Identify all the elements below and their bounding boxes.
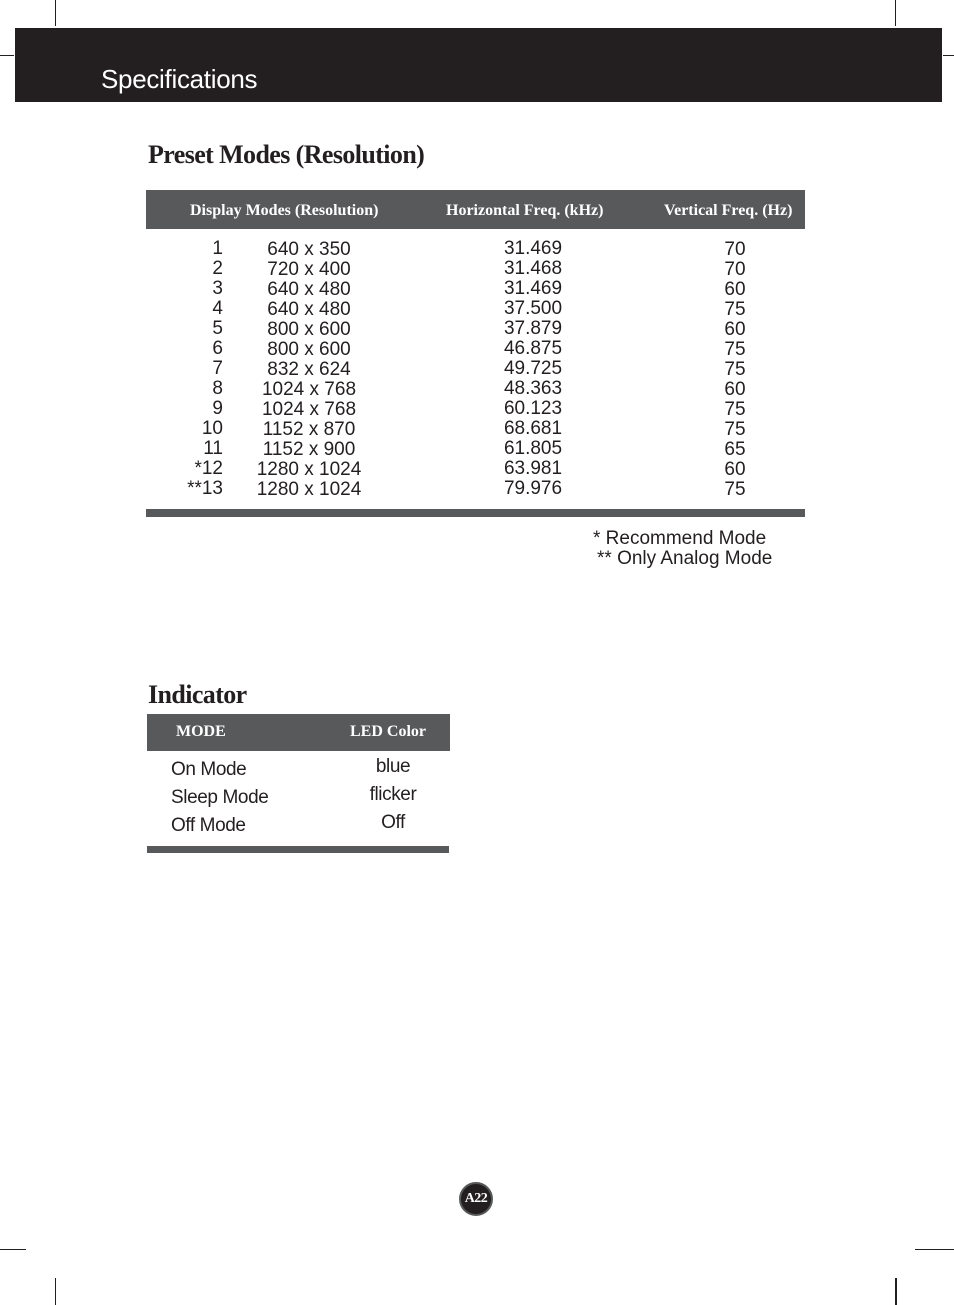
indicator-led-cell: blue [375, 756, 411, 777]
mode-number: 6 [212, 338, 223, 359]
mode-number: **13 [187, 478, 223, 499]
indicator-led-cell: Off [381, 812, 405, 833]
preset-modes-title: Preset Modes (Resolution) [148, 140, 425, 169]
vertical-freq-cell: 60 [724, 279, 746, 300]
resolution-cell: 800 x 600 [267, 339, 351, 360]
vertical-freq-cell: 75 [724, 359, 746, 380]
crop-mark [895, 0, 896, 26]
vertical-freq-cell: 65 [724, 439, 746, 460]
indicator-bottom-rule [147, 846, 449, 853]
mode-number: 7 [212, 358, 223, 379]
crop-mark [0, 55, 14, 56]
horizontal-freq-cell: 68.681 [503, 418, 563, 439]
horizontal-freq-cell: 63.981 [503, 458, 563, 479]
crop-mark [55, 1278, 56, 1305]
horizontal-freq-cell: 37.879 [503, 318, 563, 339]
horizontal-freq-column [483, 239, 583, 499]
recommend-mode-note: * Recommend Mode [593, 528, 767, 549]
indicator-mode-cell: Off Mode [171, 815, 246, 836]
resolution-column [239, 240, 379, 500]
mode-number: 2 [212, 258, 223, 279]
resolution-cell: 800 x 600 [267, 319, 351, 340]
crop-mark [915, 1249, 954, 1250]
horizontal-freq-cell: 31.469 [503, 238, 563, 259]
horizontal-freq-cell: 49.725 [503, 358, 563, 379]
crop-mark [0, 1249, 26, 1250]
mode-number: 1 [212, 238, 223, 259]
resolution-cell: 720 x 400 [267, 259, 351, 280]
resolution-cell: 1024 x 768 [261, 399, 357, 420]
resolution-cell: 832 x 624 [267, 359, 351, 380]
vertical-freq-cell: 60 [724, 459, 746, 480]
horizontal-freq-cell: 60.123 [503, 398, 563, 419]
mode-number: *12 [194, 458, 223, 479]
vertical-freq-cell: 75 [724, 299, 746, 320]
resolution-cell: 1152 x 900 [262, 439, 356, 460]
crop-mark [895, 1278, 897, 1305]
vertical-freq-cell: 75 [724, 419, 746, 440]
page-number-badge: A22 [459, 1182, 493, 1216]
indicator-led-cell: flicker [369, 784, 417, 805]
mode-number-column [150, 239, 223, 499]
crop-mark [55, 0, 56, 26]
resolution-cell: 1280 x 1024 [256, 479, 362, 500]
horizontal-freq-cell: 46.875 [503, 338, 563, 359]
indicator-led-column [343, 753, 443, 837]
indicator-table-header [147, 714, 450, 751]
mode-number: 11 [203, 438, 223, 459]
display-modes-header: Display Modes (Resolution) [190, 202, 379, 219]
mode-number: 3 [212, 278, 223, 299]
vertical-freq-cell: 70 [724, 239, 746, 260]
mode-number: 5 [212, 318, 223, 339]
resolution-cell: 1024 x 768 [261, 379, 357, 400]
vertical-freq-header: Vertical Freq. (Hz) [664, 202, 793, 219]
mode-number: 8 [212, 378, 223, 399]
vertical-freq-cell: 75 [724, 339, 746, 360]
horizontal-freq-cell: 61.805 [503, 438, 563, 459]
preset-modes-bottom-rule [146, 509, 805, 517]
vertical-freq-cell: 60 [724, 379, 746, 400]
vertical-freq-cell: 70 [724, 259, 746, 280]
vertical-freq-cell: 75 [724, 479, 746, 500]
indicator-mode-cell: On Mode [171, 759, 247, 780]
horizontal-freq-cell: 79.976 [503, 478, 563, 499]
vertical-freq-cell: 60 [724, 319, 746, 340]
indicator-mode-cell: Sleep Mode [171, 787, 269, 808]
vertical-freq-column [710, 240, 760, 500]
horizontal-freq-cell: 31.468 [503, 258, 563, 279]
mode-number: 4 [212, 298, 223, 319]
vertical-freq-cell: 75 [724, 399, 746, 420]
mode-header: MODE [176, 723, 226, 740]
resolution-cell: 1152 x 870 [262, 419, 356, 440]
analog-mode-note: ** Only Analog Mode [597, 548, 773, 569]
resolution-cell: 640 x 350 [267, 239, 351, 260]
preset-modes-table-header [146, 190, 805, 229]
horizontal-freq-cell: 31.469 [503, 278, 563, 299]
indicator-mode-column [171, 756, 268, 840]
mode-number: 9 [212, 398, 223, 419]
indicator-title: Indicator [148, 680, 247, 709]
horizontal-freq-cell: 48.363 [503, 378, 563, 399]
resolution-cell: 640 x 480 [267, 279, 351, 300]
crop-mark [943, 55, 954, 56]
mode-number: 10 [201, 418, 223, 439]
horizontal-freq-header: Horizontal Freq. (kHz) [446, 202, 604, 219]
led-color-header: LED Color [350, 723, 426, 740]
page-header-title: Specifications [101, 64, 258, 94]
resolution-cell: 640 x 480 [267, 299, 351, 320]
resolution-cell: 1280 x 1024 [256, 459, 362, 480]
horizontal-freq-cell: 37.500 [503, 298, 563, 319]
